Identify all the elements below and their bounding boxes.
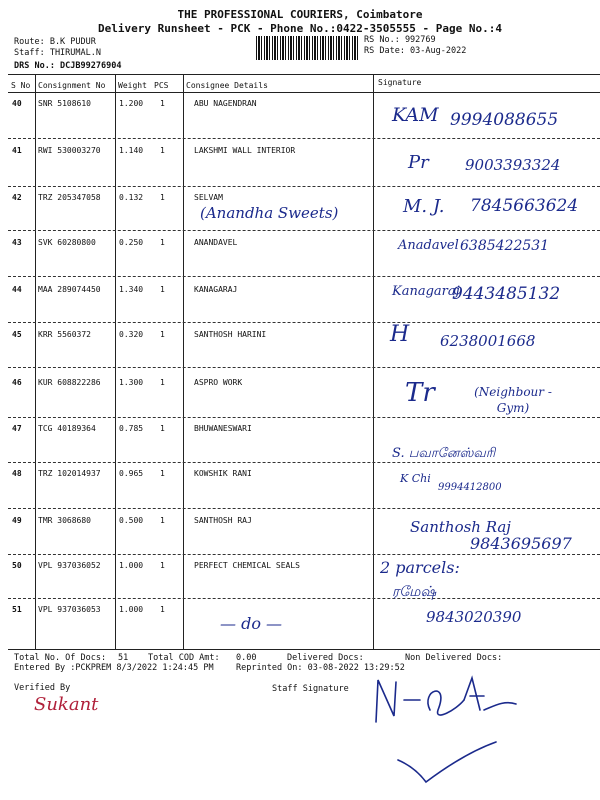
recipient-signature: S. பவானேஸ்வரி [392, 446, 496, 461]
row-weight: 0.785 [119, 424, 144, 433]
row-consignment: KRR 5560372 [38, 330, 91, 339]
recipient-signature: Pr [408, 152, 429, 173]
recipient-signature: Santhosh Raj [410, 518, 511, 536]
reprinted-on: Reprinted On: 03-08-2022 13:29:52 [236, 663, 405, 673]
row-divider [8, 554, 600, 555]
row-consignment: TRZ 102014937 [38, 469, 101, 478]
row-weight: 1.140 [119, 146, 144, 155]
row-weight: 1.200 [119, 99, 144, 108]
recipient-signature: KAM [392, 104, 439, 126]
row-divider [8, 186, 600, 187]
row-sno: 45 [12, 330, 22, 339]
document-subtitle: Delivery Runsheet - PCK - Phone No.:0422-3505555 - Page No.:4 [98, 22, 502, 35]
tick-mark-icon [392, 740, 502, 790]
recipient-phone: 6385422531 [460, 238, 550, 254]
delivered-docs-label: Delivered Docs: [287, 653, 364, 663]
recipient-signature: Kanagaraj [392, 284, 460, 299]
row-divider [8, 138, 600, 139]
row-weight: 1.300 [119, 378, 144, 387]
row-pcs: 1 [160, 330, 165, 339]
table-header-border [8, 92, 600, 93]
row-divider [8, 322, 600, 323]
row-consignment: TRZ 205347058 [38, 193, 101, 202]
row-consignment: RWI 530003270 [38, 146, 101, 155]
column-divider [373, 74, 374, 649]
row-consignee: ABU NAGENDRAN [194, 99, 257, 108]
row-pcs: 1 [160, 285, 165, 294]
row-sno: 51 [12, 605, 22, 614]
staff-signature-label: Staff Signature [272, 684, 349, 694]
row-weight: 0.132 [119, 193, 144, 202]
row-pcs: 1 [160, 424, 165, 433]
row-sno: 43 [12, 238, 22, 247]
row-consignee: SANTHOSH RAJ [194, 516, 252, 525]
total-cod-value: 0.00 [236, 653, 257, 663]
row-weight: 1.000 [119, 561, 144, 570]
column-header-pcs: PCS [154, 81, 169, 90]
row-consignee: BHUWANESWARI [194, 424, 252, 433]
handwritten-note: (Anandha Sweets) [200, 204, 339, 222]
row-divider [8, 598, 600, 599]
row-divider [8, 230, 600, 231]
row-pcs: 1 [160, 605, 165, 614]
row-weight: 1.000 [119, 605, 144, 614]
entered-by: Entered By :PCKPREM 8/3/2022 1:24:45 PM [14, 663, 214, 673]
row-sno: 49 [12, 516, 22, 525]
recipient-signature: M. J. [403, 196, 445, 217]
total-docs-label: Total No. Of Docs: [14, 653, 107, 663]
row-consignee: KANAGARAJ [194, 285, 238, 294]
row-weight: 0.320 [119, 330, 144, 339]
total-docs-value: 51 [118, 653, 129, 663]
row-consignment: MAA 289074450 [38, 285, 101, 294]
row-divider [8, 367, 600, 368]
recipient-phone: 9994088655 [450, 110, 559, 130]
row-divider [8, 462, 600, 463]
row-consignee: ANANDAVEL [194, 238, 238, 247]
row-pcs: 1 [160, 238, 165, 247]
recipient-signature: H [390, 322, 410, 347]
recipient-signature: K Chi [400, 472, 431, 485]
document-title: THE PROFESSIONAL COURIERS, Coimbatore [177, 8, 423, 21]
recipient-signature: Anadavel [398, 238, 459, 253]
row-pcs: 1 [160, 561, 165, 570]
row-divider [8, 417, 600, 418]
row-sno: 41 [12, 146, 22, 155]
row-consignee: SANTHOSH HARINI [194, 330, 267, 339]
recipient-phone: 7845663624 [470, 196, 579, 216]
row-sno: 47 [12, 424, 22, 433]
recipient-phone: 9003393324 [465, 156, 561, 174]
column-header-consignment: Consignment No [38, 81, 106, 90]
column-header-signature: Signature [378, 78, 422, 87]
column-header-consignee: Consignee Details [186, 81, 268, 90]
row-divider [8, 508, 600, 509]
row-sno: 42 [12, 193, 22, 202]
recipient-note: (Neighbour - Gym) [474, 385, 552, 415]
row-pcs: 1 [160, 469, 165, 478]
row-weight: 0.500 [119, 516, 144, 525]
recipient-phone: 9843020390 [426, 608, 522, 626]
row-pcs: 1 [160, 193, 165, 202]
column-divider [183, 74, 184, 649]
row-weight: 0.250 [119, 238, 144, 247]
column-divider [35, 74, 36, 649]
row-sno: 46 [12, 378, 22, 387]
row-consignment: SNR 5108610 [38, 99, 91, 108]
row-sno: 40 [12, 99, 22, 108]
recipient-phone: 6238001668 [440, 332, 536, 350]
ditto-note: — do — [220, 614, 283, 633]
row-consignee: LAKSHMI WALL INTERIOR [194, 146, 296, 155]
row-consignment: VPL 937036053 [38, 605, 101, 614]
recipient-phone: 9994412800 [438, 482, 502, 493]
recipient-phone: 9843695697 [470, 534, 572, 553]
row-pcs: 1 [160, 146, 165, 155]
verifier-signature: Sukant [34, 694, 99, 715]
row-pcs: 1 [160, 378, 165, 387]
row-pcs: 1 [160, 516, 165, 525]
row-consignee: KOWSHIK RANI [194, 469, 252, 478]
rs-date-label: RS Date: 03-Aug-2022 [364, 46, 467, 56]
column-header-sno: S No [11, 81, 31, 90]
row-consignee: ASPRO WORK [194, 378, 243, 387]
barcode [256, 36, 360, 60]
route-label: Route: B.K PUDUR [14, 37, 96, 47]
row-divider [8, 276, 600, 277]
drs-number: DRS No.: DCJB99276904 [14, 61, 122, 71]
table-top-border [8, 74, 600, 75]
recipient-phone: 9443485132 [452, 284, 561, 304]
recipient-signature: Tr [405, 378, 435, 408]
total-cod-label: Total COD Amt: [148, 653, 220, 663]
row-consignment: SVK 60280800 [38, 238, 96, 247]
recipient-signature: ரமேஷ் [392, 584, 437, 600]
recipient-note: 2 parcels: [380, 558, 460, 577]
staff-label: Staff: THIRUMAL.N [14, 48, 101, 58]
row-weight: 0.965 [119, 469, 144, 478]
row-sno: 48 [12, 469, 22, 478]
staff-signature-icon [360, 670, 520, 730]
verified-by-label: Verified By [14, 683, 71, 693]
row-consignment: KUR 608822286 [38, 378, 101, 387]
table-bottom-border [8, 649, 600, 650]
row-consignment: TCG 40189364 [38, 424, 96, 433]
rs-no-label: RS No.: 992769 [364, 35, 436, 45]
row-sno: 50 [12, 561, 22, 570]
row-sno: 44 [12, 285, 22, 294]
row-pcs: 1 [160, 99, 165, 108]
row-consignment: TMR 3068680 [38, 516, 91, 525]
column-header-weight: Weight [118, 81, 147, 90]
row-consignee: SELVAM [194, 193, 223, 202]
row-consignee: PERFECT CHEMICAL SEALS [194, 561, 300, 570]
row-weight: 1.340 [119, 285, 144, 294]
row-consignment: VPL 937036052 [38, 561, 101, 570]
column-divider [115, 74, 116, 649]
non-delivered-docs-label: Non Delivered Docs: [405, 653, 503, 663]
